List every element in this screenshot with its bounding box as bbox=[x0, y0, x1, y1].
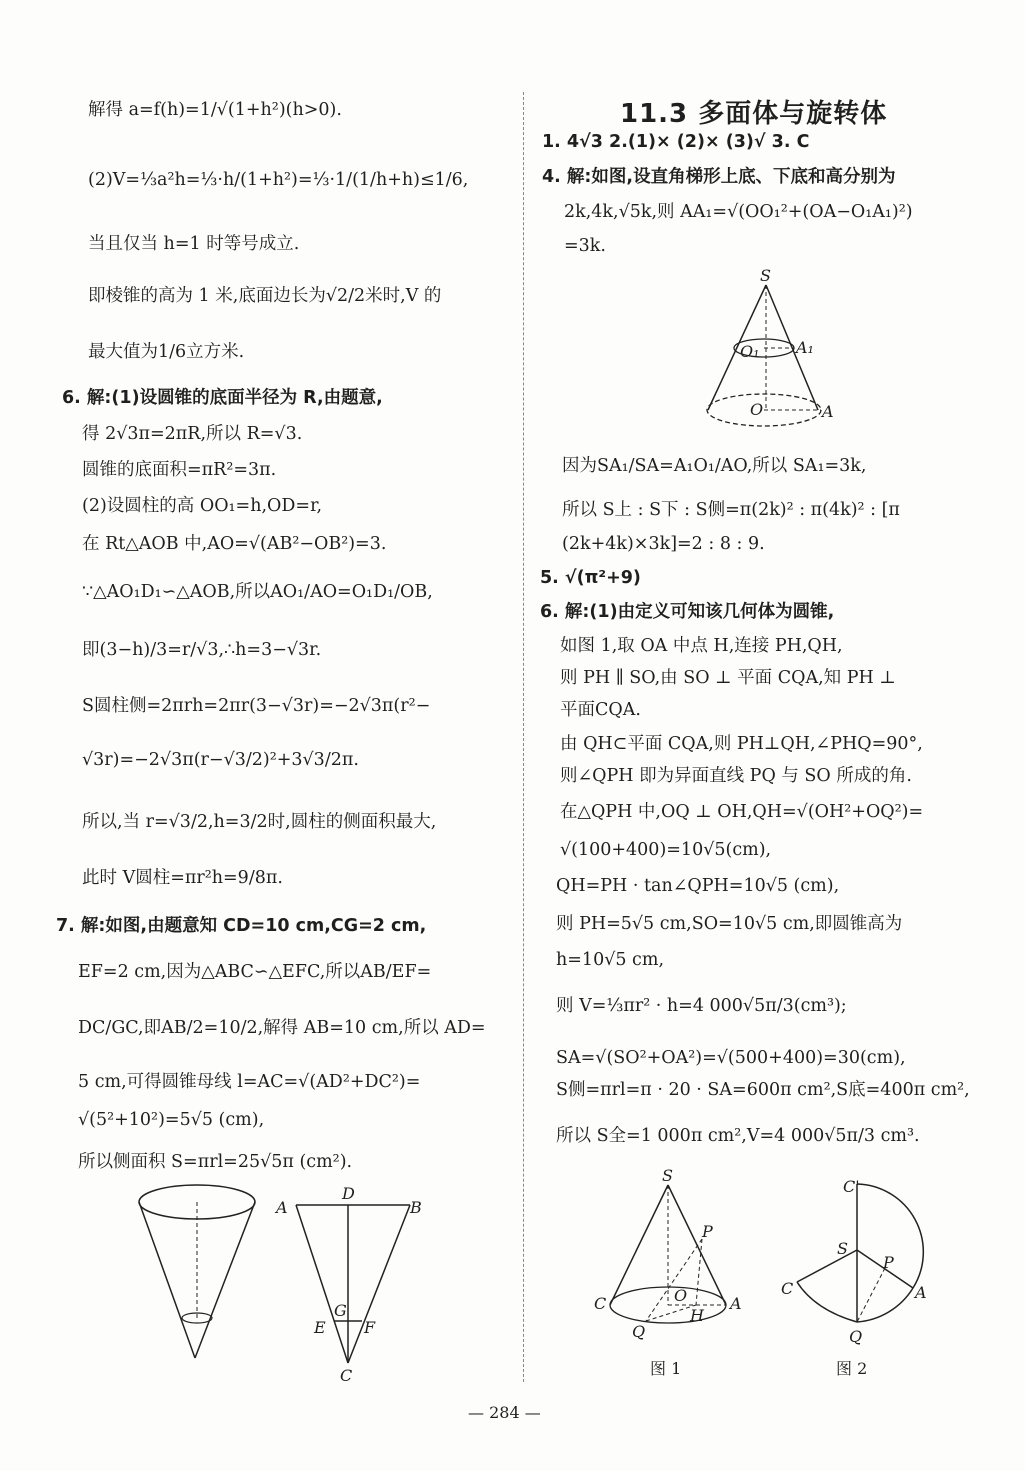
fig2-label-A: A bbox=[915, 1283, 927, 1302]
right-line-13: 由 QH⊂平面 CQA,则 PH⊥QH,∠PHQ=90°, bbox=[560, 734, 923, 754]
fig2-label-S: S bbox=[837, 1239, 848, 1258]
left-line-17: 7. 解:如图,由题意知 CD=10 cm,CG=2 cm, bbox=[56, 916, 427, 936]
label-C: C bbox=[340, 1366, 353, 1385]
left-line-11: ∵△AO₁D₁∽△AOB,所以AO₁/AO=O₁D₁/OB, bbox=[82, 582, 433, 602]
left-line-10: 在 Rt△AOB 中,AO=√(AB²−OB²)=3. bbox=[82, 534, 387, 554]
left-line-2: (2)V=⅓a²h=⅓·h/(1+h²)=⅓·1/(1/h+h)≤1/6, bbox=[88, 170, 469, 190]
fig1-label-C: C bbox=[594, 1294, 607, 1313]
figure-1-cone bbox=[590, 1165, 750, 1345]
left-line-6: 6. 解:(1)设圆锥的底面半径为 R,由题意, bbox=[62, 388, 383, 408]
section-title: 11.3 多面体与旋转体 bbox=[620, 99, 888, 129]
right-line-11: 则 PH ∥ SO,由 SO ⊥ 平面 CQA,知 PH ⊥ bbox=[560, 668, 896, 688]
fig1-label-P: P bbox=[702, 1222, 713, 1241]
right-line-14: 则∠QPH 即为异面直线 PQ 与 SO 所成的角. bbox=[560, 766, 912, 786]
label-S: S bbox=[760, 266, 771, 285]
right-line-9: 6. 解:(1)由定义可知该几何体为圆锥, bbox=[540, 602, 835, 622]
left-line-21: √(5²+10²)=5√5 (cm), bbox=[78, 1110, 265, 1130]
fig1-label-S: S bbox=[662, 1166, 673, 1185]
right-line-20: 则 V=⅓πr² · h=4 000√5π/3(cm³); bbox=[556, 996, 847, 1016]
fig1-label-A: A bbox=[730, 1294, 742, 1313]
label-A: A bbox=[822, 402, 834, 421]
fig2-label-Cprime: C' bbox=[843, 1177, 860, 1196]
right-line-8: 5. √(π²+9) bbox=[540, 568, 641, 588]
label-E: E bbox=[314, 1318, 326, 1337]
left-line-1: 解得 a=f(h)=1/√(1+h²)(h>0). bbox=[88, 100, 342, 120]
cone-section-figure bbox=[270, 1183, 430, 1383]
fig1-label-O: O bbox=[674, 1286, 688, 1305]
right-line-21: SA=√(SO²+OA²)=√(500+400)=30(cm), bbox=[556, 1048, 906, 1068]
page-number: — 284 — bbox=[468, 1403, 541, 1422]
right-line-10: 如图 1,取 OA 中点 H,连接 PH,QH, bbox=[560, 636, 843, 656]
figure-2-sector bbox=[775, 1170, 945, 1350]
fig2-label-Q: Q bbox=[849, 1327, 863, 1346]
right-line-19: h=10√5 cm, bbox=[556, 950, 665, 970]
right-line-16: √(100+400)=10√5(cm), bbox=[560, 840, 772, 860]
right-line-6: 所以 S上 : S下 : S侧=π(2k)² : π(4k)² : [π bbox=[562, 500, 900, 520]
left-line-7: 得 2√3π=2πR,所以 R=√3. bbox=[82, 424, 303, 444]
right-line-22: S侧=πrl=π · 20 · SA=600π cm²,S底=400π cm², bbox=[556, 1080, 970, 1100]
right-line-23: 所以 S全=1 000π cm²,V=4 000√5π/3 cm³. bbox=[556, 1126, 920, 1146]
right-line-4: =3k. bbox=[564, 236, 606, 256]
fig1-label-Q: Q bbox=[632, 1322, 646, 1341]
right-line-3: 2k,4k,√5k,则 AA₁=√(OO₁²+(OA−O₁A₁)²) bbox=[564, 202, 913, 222]
fig2-label-P: P bbox=[883, 1253, 894, 1272]
cone-figure bbox=[135, 1180, 265, 1370]
frustum-figure bbox=[700, 265, 850, 455]
label-B: B bbox=[410, 1198, 422, 1217]
figure-2-caption: 图 2 bbox=[836, 1359, 868, 1378]
label-F: F bbox=[364, 1318, 376, 1337]
left-line-5: 最大值为1/6立方米. bbox=[88, 342, 245, 362]
fig2-label-C: C bbox=[781, 1279, 794, 1298]
fig1-label-H: H bbox=[690, 1306, 704, 1325]
left-line-20: 5 cm,可得圆锥母线 l=AC=√(AD²+DC²)= bbox=[78, 1072, 421, 1092]
right-line-7: (2k+4k)×3k]=2 : 8 : 9. bbox=[562, 534, 765, 554]
right-line-1: 1. 4√3 2.(1)× (2)× (3)√ 3. C bbox=[542, 132, 810, 152]
left-line-12: 即(3−h)/3=r/√3,∴h=3−√3r. bbox=[82, 640, 322, 660]
left-line-18: EF=2 cm,因为△ABC∽△EFC,所以AB/EF= bbox=[78, 962, 432, 982]
right-line-2: 4. 解:如图,设直角梯形上底、下底和高分别为 bbox=[542, 167, 896, 187]
left-line-16: 此时 V圆柱=πr²h=9/8π. bbox=[82, 868, 283, 888]
right-line-17: QH=PH · tan∠QPH=10√5 (cm), bbox=[556, 876, 840, 896]
label-A1: A₁ bbox=[796, 338, 814, 357]
right-line-12: 平面CQA. bbox=[560, 700, 641, 720]
left-line-13: S圆柱侧=2πrh=2πr(3−√3r)=−2√3π(r²− bbox=[82, 696, 431, 716]
column-divider bbox=[523, 92, 524, 1382]
left-line-8: 圆锥的底面积=πR²=3π. bbox=[82, 460, 277, 480]
left-line-3: 当且仅当 h=1 时等号成立. bbox=[88, 234, 300, 254]
label-O1: O₁ bbox=[740, 342, 760, 361]
left-line-14: √3r)=−2√3π(r−√3/2)²+3√3/2π. bbox=[82, 750, 359, 770]
left-line-22: 所以侧面积 S=πrl=25√5π (cm²). bbox=[78, 1152, 353, 1172]
label-A: A bbox=[276, 1198, 288, 1217]
figure-1-caption: 图 1 bbox=[650, 1359, 682, 1378]
left-line-15: 所以,当 r=√3/2,h=3/2时,圆柱的侧面积最大, bbox=[82, 812, 437, 832]
right-line-5: 因为SA₁/SA=A₁O₁/AO,所以 SA₁=3k, bbox=[562, 456, 867, 476]
right-line-15: 在△QPH 中,OQ ⊥ OH,QH=√(OH²+OQ²)= bbox=[560, 802, 924, 822]
right-line-18: 则 PH=5√5 cm,SO=10√5 cm,即圆锥高为 bbox=[556, 914, 903, 934]
label-O: O bbox=[750, 400, 764, 419]
left-line-19: DC/GC,即AB/2=10/2,解得 AB=10 cm,所以 AD= bbox=[78, 1018, 486, 1038]
label-G: G bbox=[334, 1301, 347, 1320]
label-D: D bbox=[342, 1184, 355, 1203]
left-line-4: 即棱锥的高为 1 米,底面边长为√2/2米时,V 的 bbox=[88, 286, 442, 306]
left-line-9: (2)设圆柱的高 OO₁=h,OD=r, bbox=[82, 496, 323, 516]
